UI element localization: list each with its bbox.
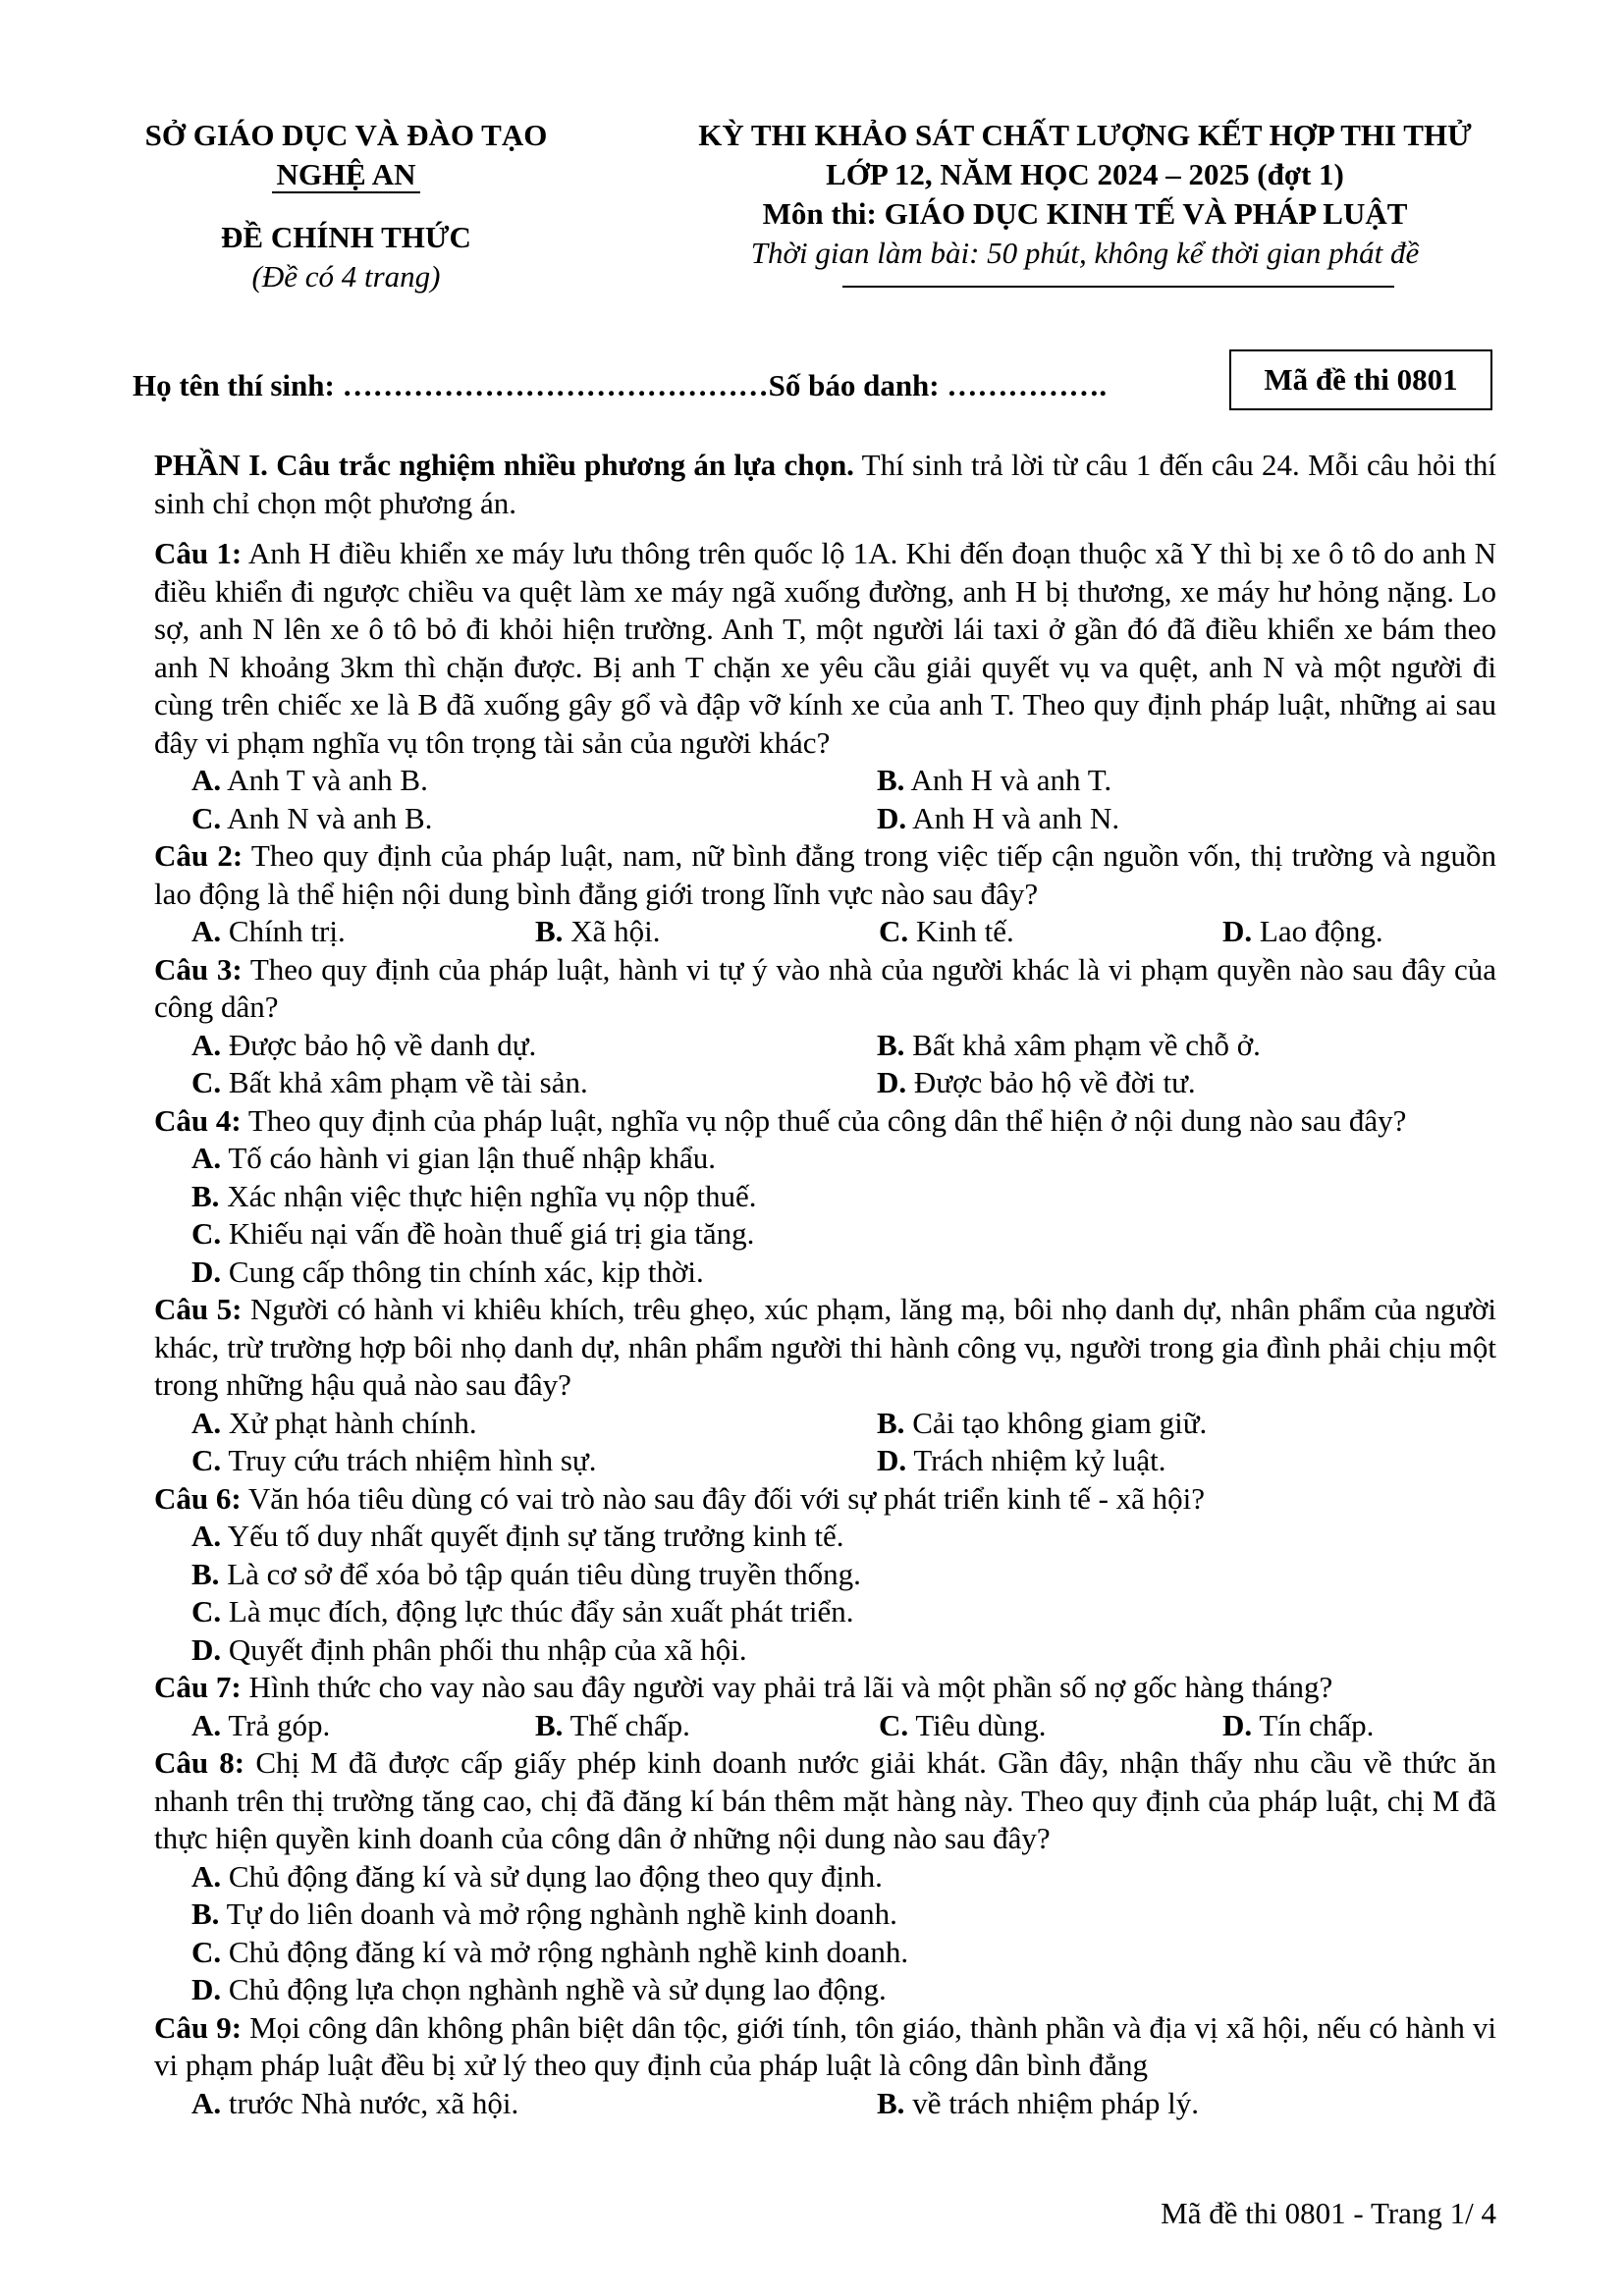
grade-year: LỚP 12, NĂM HỌC 2024 – 2025 (đợt 1): [826, 157, 1344, 191]
question-text: Mọi công dân không phân biệt dân tộc, giới tính, tôn giáo, thành phần và địa vị xã hội, nếu có hành vi vi phạm pháp luật đều bị xử lý theo quy định của pháp luật là công dân bình đẳng: [154, 2009, 1496, 2082]
option-letter: B.: [535, 1707, 564, 1742]
answer-option[interactable]: [191, 1896, 1496, 1934]
answer-option[interactable]: [191, 1254, 1496, 1292]
answer-option[interactable]: [191, 1518, 1496, 1556]
question-text: Theo quy định của pháp luật, hành vi tự ý vào nhà của người khác là vi phạm quyền nào sau đây của công dân?: [154, 951, 1496, 1024]
answer-option[interactable]: [191, 1593, 1496, 1631]
answer-option[interactable]: [191, 1442, 877, 1480]
page-footer: Mã đề thi 0801 - Trang 1/ 4: [1161, 2196, 1496, 2230]
answer-options: [191, 1707, 1496, 1745]
header-divider: [842, 286, 1394, 288]
question-3: [154, 951, 1496, 1102]
option-letter: A.: [191, 1858, 222, 1894]
option-text: Là cơ sở để xóa bỏ tập quán tiêu dùng truyền thống.: [219, 1556, 861, 1591]
option-text: về trách nhiệm pháp lý.: [904, 2085, 1200, 2120]
option-letter: C.: [191, 1934, 222, 1969]
question-list: [154, 535, 1496, 2122]
exam-code: Mã đề thi 0801: [1264, 362, 1458, 397]
option-text: Anh H và anh N.: [906, 800, 1120, 835]
question-stem: [154, 1291, 1496, 1405]
option-text: Cải tạo không giam giữ.: [904, 1405, 1208, 1440]
question-label: Câu 7:: [154, 1670, 242, 1704]
answer-option[interactable]: [535, 913, 879, 951]
part-intro: [154, 447, 1496, 522]
answer-option[interactable]: [879, 913, 1222, 951]
option-letter: A.: [191, 763, 222, 797]
question-stem: [154, 951, 1496, 1027]
question-label: Câu 8:: [154, 1745, 245, 1780]
question-text: Người có hành vi khiêu khích, trêu ghẹo, xúc phạm, lăng mạ, bôi nhọ danh dự, nhân phẩm của người khác, trừ trường hợp bôi nhọ danh dự, nhân phẩm người thi hành công vụ, người trong gia đình phải chịu một trong những hậu quả nào sau đây?: [154, 1292, 1496, 1402]
department-name: SỞ GIÁO DỤC VÀ ĐÀO TẠO: [144, 118, 548, 152]
question-4: [154, 1102, 1496, 1292]
question-label: Câu 5:: [154, 1292, 243, 1326]
question-stem: [154, 2009, 1496, 2085]
answer-options: [191, 1140, 1496, 1291]
option-text: Tố cáo hành vi gian lận thuế nhập khẩu.: [221, 1141, 717, 1175]
option-letter: A.: [191, 2085, 222, 2120]
option-letter: B.: [877, 1027, 905, 1062]
option-letter: B.: [191, 1896, 220, 1931]
time-line: Thời gian làm bài: 50 phút, không kể thời gian phát đề: [750, 236, 1420, 270]
part-title: PHẦN I. Câu trắc nghiệm nhiều phương án lựa chọn.: [154, 448, 854, 482]
option-letter: C.: [191, 1443, 222, 1477]
answer-option[interactable]: [877, 1027, 1496, 1065]
option-text: Anh T và anh B.: [221, 763, 428, 797]
question-label: Câu 9:: [154, 2009, 243, 2045]
option-letter: D.: [191, 1972, 222, 2006]
option-letter: D.: [1222, 1707, 1253, 1742]
option-letter: A.: [191, 914, 222, 948]
answer-option[interactable]: [191, 913, 535, 951]
answer-option[interactable]: [535, 1707, 879, 1745]
pages-note: (Đề có 4 trang): [251, 259, 441, 294]
option-letter: C.: [191, 1216, 222, 1251]
option-text: Xử phạt hành chính.: [221, 1405, 477, 1440]
question-8: [154, 1744, 1496, 2009]
option-letter: A.: [191, 1405, 222, 1440]
question-stem: [154, 535, 1496, 762]
answer-option[interactable]: [191, 1215, 1496, 1254]
option-letter: D.: [1222, 914, 1253, 948]
answer-option[interactable]: [1222, 913, 1496, 951]
option-letter: B.: [535, 914, 564, 948]
option-text: trước Nhà nước, xã hội.: [221, 2085, 519, 2120]
answer-options: [191, 913, 1496, 951]
exam-content: [154, 447, 1496, 2122]
option-letter: C.: [191, 800, 222, 835]
option-text: Chính trị.: [221, 914, 346, 948]
option-letter: B.: [191, 1178, 220, 1213]
subject-line: Môn thi: GIÁO DỤC KINH TẾ VÀ PHÁP LUẬT: [762, 196, 1408, 231]
option-letter: A.: [191, 1707, 222, 1742]
question-stem: [154, 1480, 1496, 1519]
option-text: Cung cấp thông tin chính xác, kịp thời.: [221, 1254, 704, 1289]
option-text: Chủ động đăng kí và sử dụng lao động theo quy định.: [221, 1858, 883, 1894]
answer-option[interactable]: [879, 1707, 1222, 1745]
option-letter: B.: [877, 763, 905, 797]
question-label: Câu 4:: [154, 1102, 242, 1138]
question-text: Chị M đã được cấp giấy phép kinh doanh nước giải khát. Gần đây, nhận thấy nhu cầu về thức ăn nhanh trên thị trường tăng cao, chị đã đăng kí bán thêm mặt hàng này. Theo quy định của pháp luật, chị M đã thực hiện quyền kinh doanh của công dân ở những nội dung nào sau đây?: [154, 1745, 1497, 1855]
option-text: Xã hội.: [563, 914, 661, 948]
option-text: Chủ động lựa chọn nghành nghề và sử dụng lao động.: [221, 1972, 887, 2006]
answer-option[interactable]: [191, 1971, 1496, 2009]
option-text: Trả góp.: [221, 1707, 331, 1742]
question-6: [154, 1480, 1496, 1670]
option-letter: D.: [191, 1631, 222, 1667]
answer-option[interactable]: [191, 1631, 1496, 1670]
province-name: NGHỆ AN: [272, 158, 419, 193]
answer-option[interactable]: [191, 1140, 1496, 1178]
answer-option[interactable]: [877, 1442, 1496, 1480]
option-text: Là mục đích, động lực thúc đẩy sản xuất phát triển.: [221, 1594, 854, 1629]
answer-option[interactable]: [191, 1064, 877, 1102]
official-label: ĐỀ CHÍNH THỨC: [221, 220, 471, 254]
option-text: Anh H và anh T.: [904, 763, 1112, 797]
question-label: Câu 3:: [154, 951, 243, 987]
candidate-line: Họ tên thí sinh: ……………………………………Số báo danh: …………….: [133, 368, 1108, 402]
question-label: Câu 2:: [154, 838, 244, 873]
option-letter: A.: [191, 1141, 222, 1175]
question-1: [154, 535, 1496, 837]
answer-option[interactable]: [877, 2085, 1496, 2123]
option-letter: C.: [191, 1065, 222, 1099]
option-text: Truy cứu trách nhiệm hình sự.: [221, 1443, 597, 1477]
answer-option[interactable]: [191, 2085, 877, 2123]
header-left: [118, 116, 574, 296]
question-stem: [154, 1744, 1496, 1858]
answer-option[interactable]: [191, 762, 877, 800]
option-text: Bất khả xâm phạm về tài sản.: [221, 1065, 588, 1099]
exam-code-box: [1229, 349, 1492, 410]
option-text: Bất khả xâm phạm về chỗ ở.: [904, 1027, 1261, 1062]
option-text: Được bảo hộ về danh dự.: [221, 1027, 537, 1062]
answer-option[interactable]: [191, 1556, 1496, 1594]
option-letter: D.: [191, 1254, 222, 1289]
option-text: Yếu tố duy nhất quyết định sự tăng trưởng kinh tế.: [221, 1519, 844, 1553]
question-5: [154, 1291, 1496, 1480]
question-text: Hình thức cho vay nào sau đây người vay phải trả lãi và một phần số nợ gốc hàng tháng?: [241, 1670, 1333, 1704]
header-right: [628, 116, 1542, 273]
answer-option[interactable]: [191, 1027, 877, 1065]
part-instruction: Thí sinh trả lời từ câu 1 đến câu 24. Mỗi câu hỏi thí sinh chỉ chọn một phương án.: [154, 448, 1496, 520]
answer-option[interactable]: [877, 1064, 1496, 1102]
option-letter: C.: [879, 914, 909, 948]
option-letter: C.: [191, 1594, 222, 1629]
option-text: Xác nhận việc thực hiện nghĩa vụ nộp thuế.: [219, 1178, 757, 1213]
answer-options: [191, 1027, 1496, 1102]
question-text: Văn hóa tiêu dùng có vai trò nào sau đây đối với sự phát triển kinh tế - xã hội?: [241, 1480, 1206, 1516]
answer-option[interactable]: [191, 800, 877, 838]
answer-option[interactable]: [191, 1858, 1496, 1896]
option-letter: D.: [877, 1443, 907, 1477]
answer-options: [191, 2085, 1496, 2123]
option-letter: A.: [191, 1027, 222, 1062]
question-text: Theo quy định của pháp luật, nam, nữ bình đẳng trong việc tiếp cận nguồn vốn, thị trường và nguồn lao động là thể hiện nội dung bình đẳng giới trong lĩnh vực nào sau đây?: [154, 838, 1497, 911]
answer-options: [191, 762, 1496, 837]
question-stem: [154, 1669, 1496, 1707]
option-text: Thế chấp.: [563, 1707, 690, 1742]
question-2: [154, 837, 1496, 951]
option-text: Lao động.: [1252, 914, 1383, 948]
option-letter: B.: [877, 2085, 905, 2120]
answer-option[interactable]: [877, 800, 1496, 838]
option-text: Anh N và anh B.: [221, 800, 433, 835]
question-text: Theo quy định của pháp luật, nghĩa vụ nộp thuế của công dân thể hiện ở nội dung nào sau đây?: [241, 1102, 1407, 1138]
question-label: Câu 6:: [154, 1480, 242, 1516]
answer-option[interactable]: [191, 1934, 1496, 1972]
answer-options: [191, 1858, 1496, 2009]
option-letter: C.: [879, 1707, 909, 1742]
option-text: Kinh tế.: [908, 914, 1014, 948]
option-text: Khiếu nại vấn đề hoàn thuế giá trị gia tăng.: [221, 1216, 755, 1251]
option-text: Tiêu dùng.: [908, 1707, 1047, 1742]
option-letter: A.: [191, 1519, 222, 1553]
answer-option[interactable]: [1222, 1707, 1496, 1745]
option-text: Tự do liên doanh và mở rộng nghành nghề kinh doanh.: [219, 1896, 897, 1931]
exam-title: KỲ THI KHẢO SÁT CHẤT LƯỢNG KẾT HỢP THI THỬ: [698, 118, 1472, 152]
question-stem: [154, 1102, 1496, 1141]
option-letter: D.: [877, 1065, 907, 1099]
question-stem: [154, 837, 1496, 913]
answer-option[interactable]: [191, 1178, 1496, 1216]
question-label: Câu 1:: [154, 536, 243, 570]
answer-options: [191, 1405, 1496, 1480]
question-text: Anh H điều khiển xe máy lưu thông trên quốc lộ 1A. Khi đến đoạn thuộc xã Y thì bị xe ô tô do anh N điều khiển đi ngược chiều va quệt làm xe máy ngã xuống đường, anh H bị thương, xe máy hư hỏng nặng. Lo sợ, anh N lên xe ô tô bỏ đi khỏi hiện trường. Anh T, một người lái taxi ở gần đó đã điều khiển xe bám theo anh N khoảng 3km thì chặn được. Bị anh T chặn xe yêu cầu giải quyết vụ va quệt, anh N và một người đi cùng trên chiếc xe là B đã xuống gây gổ và đập vỡ kính xe của anh T. Theo quy định pháp luật, những ai sau đây vi phạm nghĩa vụ tôn trọng tài sản của người khác?: [154, 536, 1497, 760]
option-text: Trách nhiệm kỷ luật.: [906, 1443, 1166, 1477]
answer-option[interactable]: [191, 1405, 877, 1443]
option-text: Chủ động đăng kí và mở rộng nghành nghề kinh doanh.: [221, 1934, 909, 1969]
option-text: Tín chấp.: [1252, 1707, 1375, 1742]
answer-option[interactable]: [877, 1405, 1496, 1443]
answer-options: [191, 1518, 1496, 1669]
answer-option[interactable]: [877, 762, 1496, 800]
question-9: [154, 2009, 1496, 2123]
answer-option[interactable]: [191, 1707, 535, 1745]
option-letter: D.: [877, 800, 907, 835]
option-letter: B.: [191, 1556, 220, 1591]
option-text: Quyết định phân phối thu nhập của xã hội.: [221, 1631, 747, 1667]
option-text: Được bảo hộ về đời tư.: [906, 1065, 1196, 1099]
question-7: [154, 1669, 1496, 1744]
option-letter: B.: [877, 1405, 905, 1440]
